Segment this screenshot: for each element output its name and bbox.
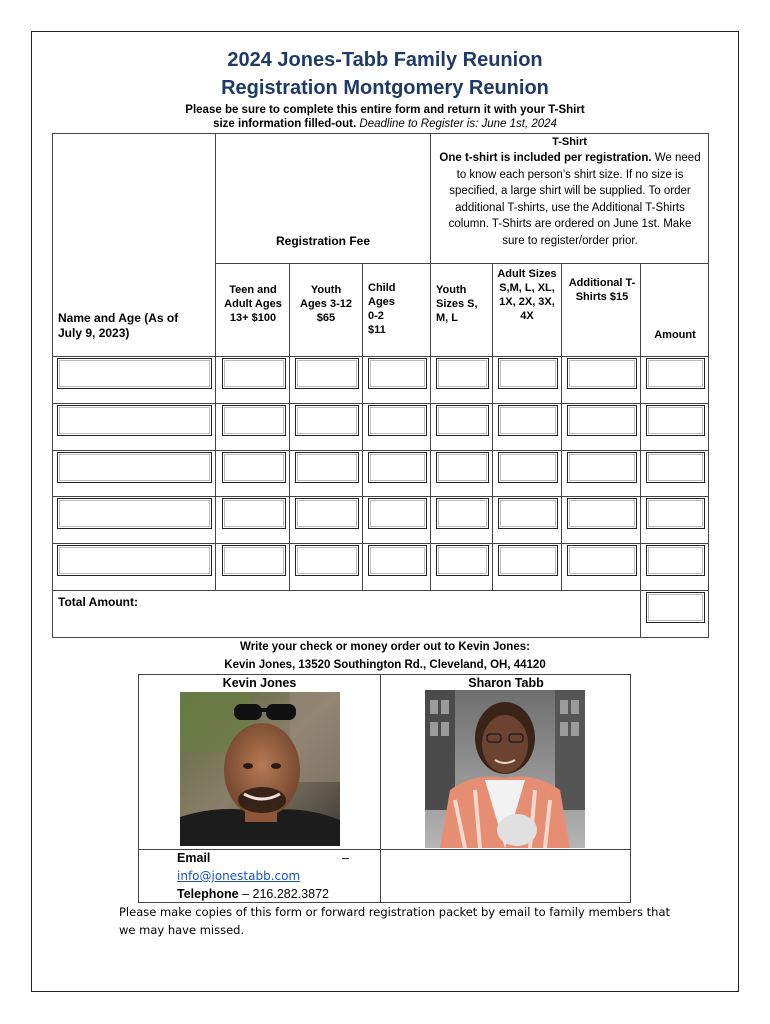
teen-adult-input-1[interactable]	[222, 358, 286, 389]
adult-sizes-input-1[interactable]	[498, 358, 558, 389]
youth-sizes-input-4[interactable]	[436, 498, 489, 529]
intro-line1: Please be sure to complete this entire form and return it with your T-Shirt	[185, 104, 585, 116]
amount-input-3[interactable]	[646, 452, 705, 483]
kevin-photo	[180, 692, 340, 846]
intro-text	[100, 103, 670, 131]
adult-sizes-input-5[interactable]	[498, 545, 558, 576]
amount-input-2[interactable]	[646, 405, 705, 436]
teen-adult-header: Teen and Adult Ages 13+ $100	[224, 284, 282, 324]
deadline-text: Deadline to Register is: June 1st, 2024	[359, 118, 557, 130]
email-label-row	[177, 851, 349, 865]
email-dash: –	[342, 851, 349, 865]
teen-adult-input-3[interactable]	[222, 452, 286, 483]
adult-sizes-input-4[interactable]	[498, 498, 558, 529]
child-input-1[interactable]	[368, 358, 427, 389]
youth-sizes-input-3[interactable]	[436, 452, 489, 483]
form-subtitle: Registration Montgomery Reunion	[221, 77, 549, 99]
child-input-3[interactable]	[368, 452, 427, 483]
youth-input-3[interactable]	[295, 452, 359, 483]
name-age-header: Name and Age (As of July 9, 2023)	[58, 311, 179, 340]
name-age-input-3[interactable]	[57, 452, 212, 483]
child-header: Child Ages 0-2 $11	[368, 282, 396, 336]
amount-input-5[interactable]	[646, 545, 705, 576]
amount-input-1[interactable]	[646, 358, 705, 389]
footer-note: Please make copies of this form or forward registration packet by email to family members that we may have missed.	[119, 905, 671, 937]
name-age-input-2[interactable]	[57, 405, 212, 436]
youth-input-1[interactable]	[295, 358, 359, 389]
additional-tshirts-header: Additional T-Shirts $15	[568, 277, 636, 303]
youth-input-5[interactable]	[295, 545, 359, 576]
additional-input-3[interactable]	[567, 452, 637, 483]
youth-input-4[interactable]	[295, 498, 359, 529]
intro-line2	[100, 117, 670, 131]
youth-input-2[interactable]	[295, 405, 359, 436]
sharon-photo	[425, 690, 585, 848]
child-input-2[interactable]	[368, 405, 427, 436]
contact-name-kevin: Kevin Jones	[222, 676, 297, 690]
email-link[interactable]: info@jonestabb.com	[177, 869, 301, 883]
teen-adult-input-4[interactable]	[222, 498, 286, 529]
amount-input-4[interactable]	[646, 498, 705, 529]
name-age-input-1[interactable]	[57, 358, 212, 389]
registration-fee-heading: Registration Fee	[275, 234, 371, 248]
youth-sizes-input-2[interactable]	[436, 405, 489, 436]
amount-header: Amount	[654, 329, 696, 341]
tshirt-text: We need to know each person’s shirt size. If no size is specified, a large shirt will be supplied. To order additional T-shirts, use the Additional T-Shirts column. T-Shirts are ordered on June 1st. Make sure to register/order prior.	[448, 152, 701, 247]
contact-name-sharon: Sharon Tabb	[468, 676, 544, 690]
additional-input-4[interactable]	[567, 498, 637, 529]
youth-sizes-header: Youth Sizes S, M, L	[436, 284, 478, 324]
adult-sizes-header: Adult Sizes S,M, L, XL, 1X, 2X, 3X, 4X	[497, 268, 557, 322]
youth-sizes-input-1[interactable]	[436, 358, 489, 389]
adult-sizes-input-3[interactable]	[498, 452, 558, 483]
intro-line2-bold: size information filled-out.	[213, 118, 357, 130]
name-age-input-4[interactable]	[57, 498, 212, 529]
telephone-number: – 216.282.3872	[242, 887, 329, 901]
teen-adult-input-5[interactable]	[222, 545, 286, 576]
payment-instruction: Write your check or money order out to Kevin Jones:	[240, 641, 530, 653]
adult-sizes-input-2[interactable]	[498, 405, 558, 436]
additional-input-5[interactable]	[567, 545, 637, 576]
additional-input-2[interactable]	[567, 405, 637, 436]
form-title: 2024 Jones-Tabb Family Reunion	[227, 49, 543, 71]
child-input-4[interactable]	[368, 498, 427, 529]
total-amount-label: Total Amount:	[58, 595, 138, 609]
child-input-5[interactable]	[368, 545, 427, 576]
telephone-row	[177, 887, 329, 901]
tshirt-bold: One t-shirt is included per registration.	[439, 152, 652, 164]
telephone-label: Telephone	[177, 887, 239, 901]
youth-header: Youth Ages 3-12 $65	[300, 284, 352, 324]
teen-adult-input-2[interactable]	[222, 405, 286, 436]
additional-input-1[interactable]	[567, 358, 637, 389]
tshirt-description	[436, 150, 704, 249]
total-amount-input[interactable]	[646, 592, 705, 623]
tshirt-heading: T-Shirt	[552, 136, 587, 148]
email-label: Email	[177, 851, 211, 865]
youth-sizes-input-5[interactable]	[436, 545, 489, 576]
name-age-input-5[interactable]	[57, 545, 212, 576]
payment-address: Kevin Jones, 13520 Southington Rd., Cleveland, OH, 44120	[224, 659, 546, 671]
